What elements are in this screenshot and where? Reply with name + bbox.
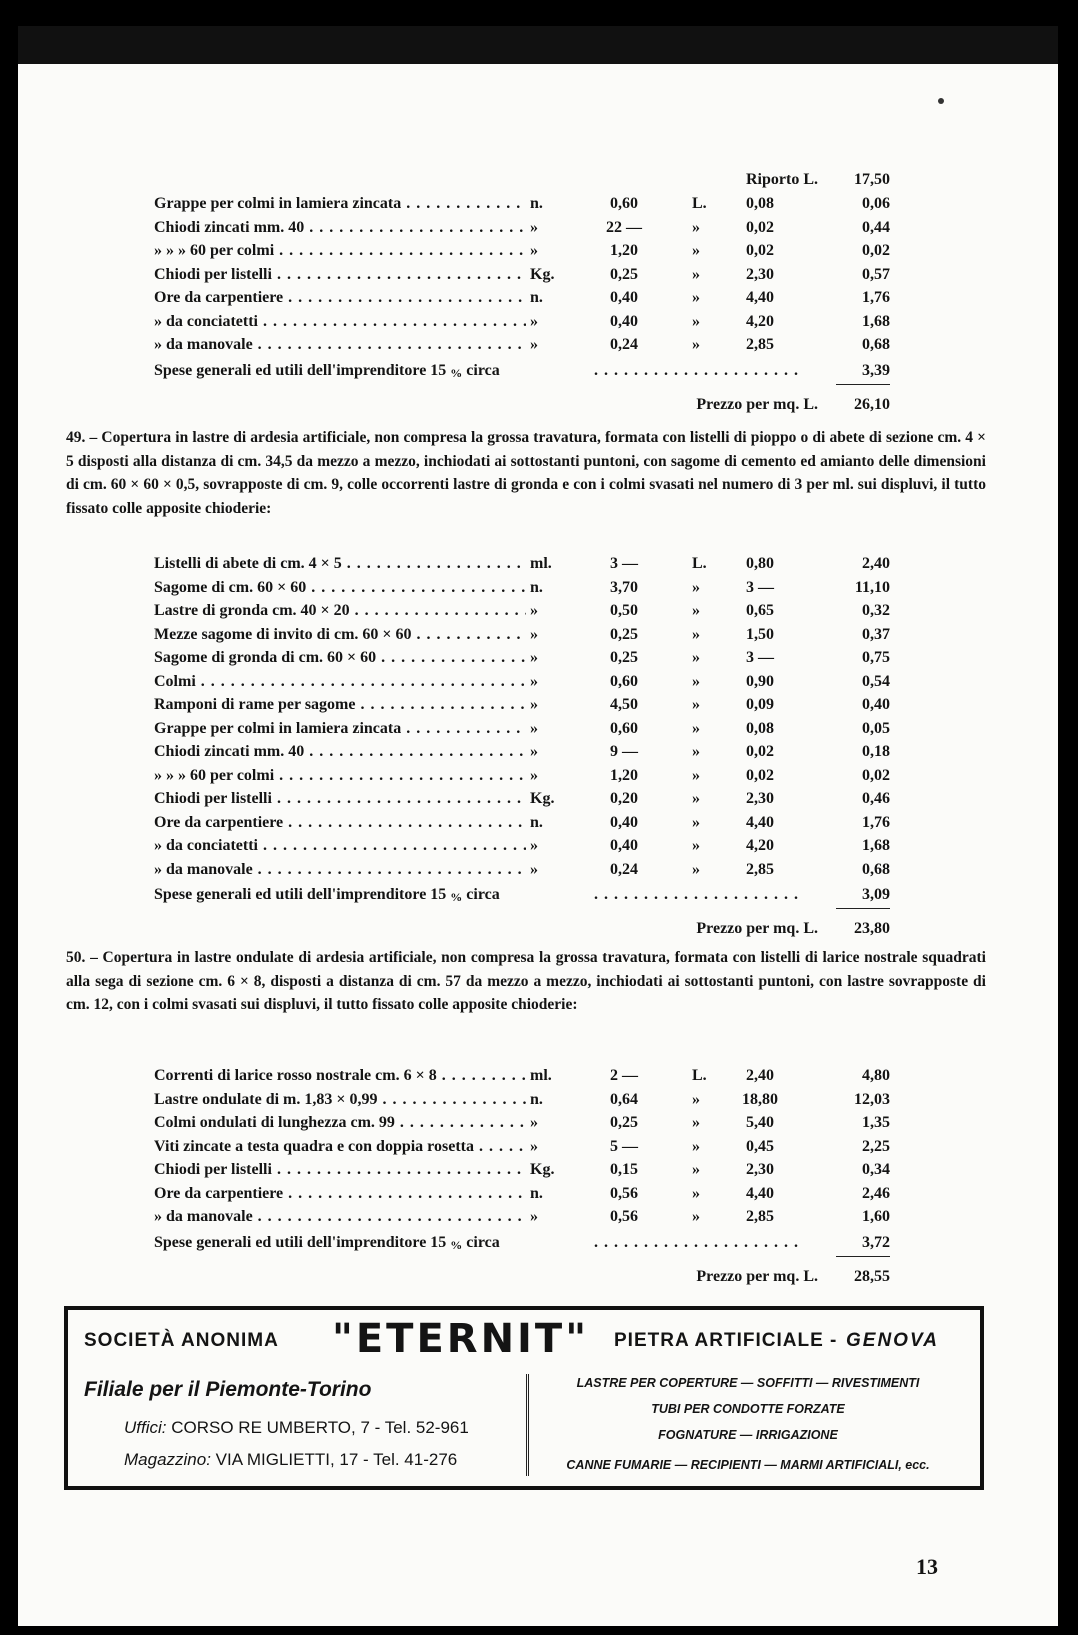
overhead-amount: 3,09: [800, 883, 890, 907]
item-quantity: 0,40: [610, 813, 638, 831]
item-unit: ml.: [526, 1064, 570, 1088]
overhead-circa: circa: [466, 1233, 500, 1251]
item-quantity: 0,25: [610, 265, 638, 283]
item-currency: »: [692, 1161, 700, 1178]
overhead-amount: 3,39: [800, 359, 890, 383]
item-unit-price: 5,40: [746, 1114, 774, 1131]
item-amount: 1,60: [862, 1208, 890, 1225]
item-unit-price: 4,40: [746, 289, 774, 306]
document-page: [18, 26, 1058, 1626]
ad-city: GENOVA: [846, 1330, 939, 1351]
cost-row: [18, 599, 1058, 623]
item-unit: Kg.: [526, 787, 570, 811]
cost-row: [18, 576, 1058, 600]
item-unit-price: 1,50: [746, 625, 774, 643]
item-quantity: 0,64: [610, 1090, 638, 1108]
item-unit: »: [526, 623, 570, 647]
item-amount: 0,05: [862, 719, 890, 737]
item-description: Grappe per colmi in lamiera zincata . . .: [154, 717, 542, 741]
item-unit: »: [526, 693, 570, 717]
item-quantity: 0,25: [610, 625, 638, 643]
item-amount: 0,57: [862, 265, 890, 283]
item-description: Chiodi zincati mm. 40 . . .: [154, 216, 542, 240]
cost-row: [18, 1182, 1058, 1206]
item-quantity: 1,20: [610, 242, 638, 259]
cost-row: [18, 286, 1058, 310]
percent-sign: %: [450, 890, 463, 904]
item-currency: »: [692, 336, 700, 353]
item-unit: n.: [526, 1088, 570, 1112]
riporto-value: 17,50: [854, 171, 890, 188]
item-unit-price: 2,30: [746, 1161, 774, 1178]
item-description: » da manovale . . .: [154, 333, 542, 357]
cost-row: [18, 623, 1058, 647]
item-quantity: 2 —: [610, 1067, 638, 1084]
item-currency: L.: [692, 195, 707, 212]
eternit-advertisement: [64, 1306, 984, 1490]
item-unit-price: 2,85: [746, 336, 774, 353]
item-unit: n.: [526, 1182, 570, 1206]
item-unit-price: 0,02: [746, 743, 774, 760]
ad-brand: "ETERNIT": [332, 1316, 590, 1362]
item-unit: »: [526, 858, 570, 882]
item-quantity: 5 —: [610, 1137, 638, 1155]
item-amount: 0,32: [862, 602, 890, 619]
item-currency: »: [692, 218, 700, 236]
cost-row: [18, 646, 1058, 670]
item-currency: »: [692, 1114, 700, 1131]
overhead-circa: circa: [466, 886, 500, 903]
item-description: Chiodi per listelli . . .: [154, 263, 542, 287]
overhead-text: Spese generali ed utili dell'imprenditore 15: [154, 886, 447, 903]
item-description: Lastre ondulate di m. 1,83 × 0,99 . . .: [154, 1088, 542, 1112]
item-description: Ore da carpentiere . . .: [154, 811, 542, 835]
item-quantity: 0,24: [610, 336, 638, 353]
item-unit: »: [526, 216, 570, 240]
item-amount: 1,76: [862, 289, 890, 306]
page-paper: [18, 26, 1058, 1626]
item-unit-price: 0,65: [746, 602, 774, 619]
ad-branch: Filiale per il Piemonte-Torino: [84, 1378, 372, 1401]
item-amount: 0,75: [862, 649, 890, 666]
item-currency: »: [692, 672, 700, 690]
item-quantity: 0,40: [610, 837, 638, 854]
item-description: Grappe per colmi in lamiera zincata . . .: [154, 192, 542, 216]
item-quantity: 0,20: [610, 790, 638, 807]
item-description: Chiodi per listelli . . .: [154, 1158, 542, 1182]
item-amount: 0,02: [862, 242, 890, 259]
item-unit: Kg.: [526, 263, 570, 287]
item-unit-price: 4,40: [746, 1184, 774, 1202]
item-currency: »: [692, 625, 700, 643]
item-unit-price: 3 —: [746, 578, 774, 596]
ad-product-line: PIETRA ARTIFICIALE -: [614, 1330, 838, 1351]
item-amount: 11,10: [854, 578, 890, 596]
cost-row: [18, 1111, 1058, 1135]
item-currency: L.: [692, 555, 707, 572]
item-unit: Kg.: [526, 1158, 570, 1182]
item-description: » da manovale . . .: [154, 858, 542, 882]
item-amount: 0,68: [862, 336, 890, 353]
overhead-label: [154, 1231, 590, 1257]
item-unit: »: [526, 1135, 570, 1159]
section-49-text: 49. – Copertura in lastre di ardesia artificiale, non compresa la grossa travatura, formata con listelli di pioppo o di abete di sezione cm. 4 × 5 disposti alla distanza di cm. 34,5 da mezzo a mezzo, inchiodati ai sottostanti puntoni, con sagome di cemento ed amianto delle dimensioni di cm. 60 × 60 × 0,5, sovrapposte di cm. 9, colle occorrenti lastre di gronda e con i colmi svasati nel numero di 3 per ml. sui displuvi, il tutto fissato colle apposite chioderie:: [66, 429, 986, 517]
item-amount: 0,18: [862, 743, 890, 760]
overhead-label: [154, 359, 590, 385]
item-currency: »: [692, 649, 700, 666]
cost-row: [18, 1135, 1058, 1159]
item-currency: »: [692, 719, 700, 737]
item-unit-price: 0,80: [746, 555, 774, 572]
total-value: 23,80: [854, 920, 890, 937]
item-unit-price: 0,02: [746, 242, 774, 259]
item-currency: »: [692, 1208, 700, 1225]
item-quantity: 3,70: [610, 578, 638, 596]
cost-row: [18, 764, 1058, 788]
item-unit-price: 4,40: [746, 813, 774, 831]
item-currency: »: [692, 1137, 700, 1155]
item-unit: »: [526, 310, 570, 334]
section-50-text: 50. – Copertura in lastre ondulate di ardesia artificiale, non compresa la grossa travatura, formata con listelli di larice nostrale squadrati alla sega di sezione cm. 6 × 8, disposti a distanza di cm. 57 da mezzo a mezzo, inchiodati ai sottostanti puntoni, con lastre sovrapposte di cm. 12, con i colmi svasati sui displuvi, il tutto fissato colle apposite chioderie:: [66, 949, 986, 1013]
item-currency: »: [692, 860, 700, 878]
item-amount: 0,37: [862, 625, 890, 643]
item-quantity: 0,50: [610, 602, 638, 619]
cost-row: [18, 1158, 1058, 1182]
ad-office-label: Uffici:: [124, 1418, 167, 1437]
cost-row: [18, 552, 1058, 576]
item-amount: 1,68: [862, 312, 890, 330]
item-unit: »: [526, 764, 570, 788]
ad-store-address: [124, 1450, 457, 1470]
item-quantity: 0,56: [610, 1208, 638, 1225]
item-unit-price: 0,02: [746, 766, 774, 784]
riporto-label: Riporto L.: [746, 171, 818, 188]
riporto-row: [18, 168, 1058, 192]
item-description: Colmi . . .: [154, 670, 542, 694]
overhead-amount: 3,72: [800, 1231, 890, 1255]
ad-products-3: FOGNATURE — IRRIGAZIONE: [658, 1428, 838, 1442]
overhead-text: Spese generali ed utili dell'imprenditore 15: [154, 1233, 447, 1251]
item-unit-price: 4,20: [746, 312, 774, 330]
cost-row: [18, 717, 1058, 741]
total-value: 28,55: [854, 1267, 890, 1285]
total-value: 26,10: [854, 395, 890, 413]
cost-row: [18, 239, 1058, 263]
sum-rule: [836, 1256, 890, 1257]
item-currency: »: [692, 837, 700, 854]
sum-rule: [836, 384, 890, 385]
item-amount: 0,44: [862, 218, 890, 236]
item-description: » da manovale . . .: [154, 1205, 542, 1229]
item-quantity: 0,24: [610, 860, 638, 878]
ad-store-label: Magazzino:: [124, 1450, 211, 1469]
cost-row: [18, 834, 1058, 858]
item-unit: »: [526, 834, 570, 858]
cost-row: [18, 670, 1058, 694]
page-number: 13: [916, 1554, 938, 1579]
ad-office-address: [124, 1418, 469, 1438]
item-currency: »: [692, 1090, 700, 1108]
item-unit-price: 0,09: [746, 696, 774, 713]
ad-store-text: VIA MIGLIETTI, 17 - Tel. 41-276: [215, 1450, 458, 1469]
item-currency: »: [692, 242, 700, 259]
item-quantity: 0,60: [610, 195, 638, 212]
item-quantity: 22 —: [606, 218, 642, 236]
overhead-label: [154, 883, 590, 909]
item-description: Listelli di abete di cm. 4 × 5 . . .: [154, 552, 542, 576]
item-description: Ore da carpentiere . . .: [154, 1182, 542, 1206]
item-description: Viti zincate a testa quadra e con doppia rosetta . . .: [154, 1135, 542, 1159]
overhead-row: [18, 883, 1058, 907]
total-label: Prezzo per mq. L.: [696, 395, 818, 413]
item-amount: 1,35: [862, 1114, 890, 1131]
percent-sign: %: [450, 1237, 463, 1252]
item-quantity: 0,40: [610, 312, 638, 330]
item-amount: 0,46: [862, 790, 890, 807]
item-currency: »: [692, 312, 700, 330]
item-description: Sagome di gronda di cm. 60 × 60 . . .: [154, 646, 542, 670]
item-amount: 2,40: [862, 555, 890, 572]
item-currency: »: [692, 696, 700, 713]
cost-row: [18, 858, 1058, 882]
item-unit-price: 4,20: [746, 837, 774, 854]
cost-row: [18, 1064, 1058, 1088]
cost-row: [18, 333, 1058, 357]
ad-products-4: CANNE FUMARIE — RECIPIENTI — MARMI ARTIFICIALI, ecc.: [566, 1458, 930, 1472]
total-row: [18, 1265, 1058, 1289]
item-quantity: 0,60: [610, 719, 638, 737]
item-amount: 0,06: [862, 195, 890, 212]
item-currency: »: [692, 265, 700, 283]
item-unit: »: [526, 646, 570, 670]
item-unit-price: 2,85: [746, 1208, 774, 1225]
item-unit: »: [526, 670, 570, 694]
item-unit: »: [526, 333, 570, 357]
item-description: Mezze sagome di invito di cm. 60 × 60 . . .: [154, 623, 542, 647]
item-unit: n.: [526, 576, 570, 600]
item-quantity: 0,25: [610, 649, 638, 666]
cost-row: [18, 216, 1058, 240]
item-quantity: 0,60: [610, 672, 638, 690]
item-currency: »: [692, 289, 700, 306]
item-currency: »: [692, 602, 700, 619]
item-description: » da conciatetti . . .: [154, 310, 542, 334]
cost-row: [18, 310, 1058, 334]
item-unit-price: 3 —: [746, 649, 774, 666]
item-amount: 4,80: [862, 1067, 890, 1084]
item-unit-price: 2,30: [746, 265, 774, 283]
total-label: Prezzo per mq. L.: [696, 1267, 818, 1285]
cost-row: [18, 1088, 1058, 1112]
item-quantity: 0,15: [610, 1161, 638, 1178]
item-unit: ml.: [526, 552, 570, 576]
item-amount: 0,40: [862, 696, 890, 713]
item-description: Ramponi di rame per sagome . . .: [154, 693, 542, 717]
overhead-text: Spese generali ed utili dell'imprenditore 15: [154, 361, 447, 379]
item-unit: »: [526, 717, 570, 741]
item-unit: »: [526, 1205, 570, 1229]
item-unit-price: 0,02: [746, 218, 774, 236]
item-description: Chiodi zincati mm. 40 . . .: [154, 740, 542, 764]
cost-row: [18, 192, 1058, 216]
item-unit: »: [526, 599, 570, 623]
item-description: » » » 60 per colmi . . .: [154, 239, 542, 263]
item-currency: »: [692, 790, 700, 807]
ad-products-1: LASTRE PER COPERTURE — SOFFITTI — RIVESTIMENTI: [576, 1376, 920, 1390]
item-description: » » » 60 per colmi . . .: [154, 764, 542, 788]
ad-products-2: TUBI PER CONDOTTE FORZATE: [651, 1402, 845, 1416]
item-unit: n.: [526, 192, 570, 216]
item-description: Ore da carpentiere . . .: [154, 286, 542, 310]
item-currency: »: [692, 813, 700, 831]
percent-sign: %: [450, 365, 463, 380]
item-unit-price: 0,90: [746, 672, 774, 690]
item-unit: n.: [526, 811, 570, 835]
item-currency: »: [692, 1184, 700, 1202]
cost-row: [18, 740, 1058, 764]
cost-row: [18, 1205, 1058, 1229]
item-description: Lastre di gronda cm. 40 × 20 . . .: [154, 599, 542, 623]
cost-row: [18, 263, 1058, 287]
overhead-row: [18, 1231, 1058, 1255]
item-quantity: 0,40: [610, 289, 638, 306]
item-amount: 1,68: [862, 837, 890, 854]
item-unit: n.: [526, 286, 570, 310]
item-unit: »: [526, 239, 570, 263]
item-unit-price: 2,30: [746, 790, 774, 807]
item-quantity: 1,20: [610, 766, 638, 784]
item-unit-price: 18,80: [742, 1090, 778, 1108]
item-quantity: 4,50: [610, 696, 638, 713]
item-amount: 2,25: [862, 1137, 890, 1155]
item-unit-price: 2,40: [746, 1067, 774, 1084]
item-amount: 1,76: [862, 813, 890, 831]
item-quantity: 0,25: [610, 1114, 638, 1131]
item-quantity: 0,56: [610, 1184, 638, 1202]
item-description: Correnti di larice rosso nostrale cm. 6 × 8 . . .: [154, 1064, 542, 1088]
item-description: Colmi ondulati di lunghezza cm. 99 . . .: [154, 1111, 542, 1135]
total-row: [18, 393, 1058, 417]
item-currency: »: [692, 743, 700, 760]
ad-company-type: SOCIETÀ ANONIMA: [84, 1330, 279, 1351]
item-quantity: 3 —: [610, 555, 638, 572]
cost-row: [18, 787, 1058, 811]
item-quantity: 9 —: [610, 743, 638, 760]
ad-office-text: CORSO RE UMBERTO, 7 - Tel. 52-961: [171, 1418, 469, 1437]
item-description: Chiodi per listelli . . .: [154, 787, 542, 811]
sum-rule: [836, 908, 890, 909]
item-amount: 0,02: [862, 766, 890, 784]
item-description: Sagome di cm. 60 × 60 . . .: [154, 576, 542, 600]
item-currency: L.: [692, 1067, 707, 1084]
item-unit: »: [526, 1111, 570, 1135]
overhead-row: [18, 359, 1058, 383]
item-amount: 2,46: [862, 1184, 890, 1202]
total-row: [18, 917, 1058, 941]
cost-row: [18, 811, 1058, 835]
item-unit-price: 0,08: [746, 719, 774, 737]
cost-row: [18, 693, 1058, 717]
item-currency: »: [692, 766, 700, 784]
item-currency: »: [692, 578, 700, 596]
overhead-circa: circa: [466, 361, 500, 379]
item-unit: »: [526, 740, 570, 764]
item-amount: 12,03: [854, 1090, 890, 1108]
item-amount: 0,54: [862, 672, 890, 690]
item-unit-price: 2,85: [746, 860, 774, 878]
item-description: » da conciatetti . . .: [154, 834, 542, 858]
item-amount: 0,34: [862, 1161, 890, 1178]
item-unit-price: 0,08: [746, 195, 774, 212]
item-unit-price: 0,45: [746, 1137, 774, 1155]
item-amount: 0,68: [862, 860, 890, 878]
total-label: Prezzo per mq. L.: [696, 920, 818, 937]
